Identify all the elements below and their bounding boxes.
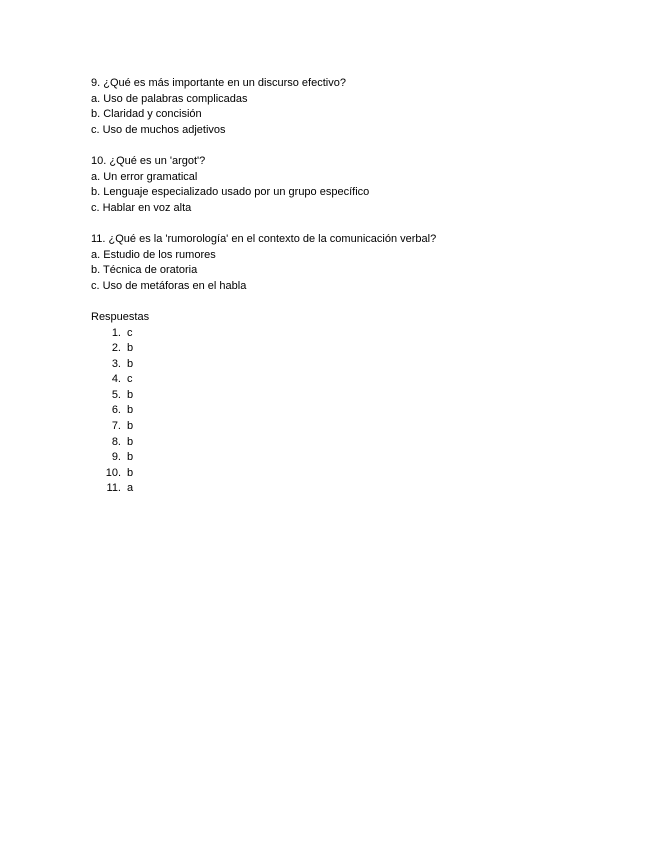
option-c: c. Uso de metáforas en el habla: [91, 279, 247, 292]
answers-list: [91, 326, 611, 498]
answer-value: b: [127, 388, 134, 401]
answer-number: 10.: [105, 466, 121, 479]
answer-number: 6.: [111, 404, 121, 417]
answer-item: [91, 435, 611, 451]
answer-number: 5.: [111, 388, 121, 401]
question-11: [91, 232, 611, 294]
answer-item: [91, 388, 611, 404]
answer-item: [91, 419, 611, 435]
answer-value: b: [127, 466, 134, 479]
question-text: 10. ¿Qué es un 'argot'?: [91, 154, 206, 167]
answer-number: 4.: [111, 373, 121, 386]
answer-item: [91, 341, 611, 357]
answer-number: 7.: [111, 420, 121, 433]
option-c: c. Hablar en voz alta: [91, 201, 192, 214]
answer-item: [91, 481, 611, 497]
question-text: 11. ¿Qué es la 'rumorología' en el contexto de la comunicación verbal?: [91, 232, 437, 245]
option-a: a. Un error gramatical: [91, 170, 198, 183]
answers-section: [91, 310, 611, 497]
document-content: [91, 76, 611, 497]
answer-value: b: [127, 451, 134, 464]
answer-number: 3.: [111, 357, 121, 370]
option-a: a. Estudio de los rumores: [91, 248, 216, 261]
option-b: b. Técnica de oratoria: [91, 264, 198, 277]
option-b: b. Lenguaje especializado usado por un grupo específico: [91, 186, 370, 199]
answer-item: [91, 372, 611, 388]
option-a: a. Uso de palabras complicadas: [91, 92, 248, 105]
answer-number: 8.: [111, 435, 121, 448]
answer-value: b: [127, 357, 134, 370]
answer-value: a: [127, 482, 134, 495]
question-text: 9. ¿Qué es más importante en un discurso efectivo?: [91, 77, 346, 89]
answer-item: [91, 326, 611, 342]
answer-value: b: [127, 420, 134, 433]
option-b: b. Claridad y concisión: [91, 108, 202, 121]
answer-item: [91, 450, 611, 466]
answer-item: [91, 403, 611, 419]
answer-value: c: [127, 373, 133, 386]
answer-value: b: [127, 342, 134, 355]
answer-number: 1.: [111, 326, 121, 339]
option-c: c. Uso de muchos adjetivos: [91, 123, 226, 136]
answer-number: 11.: [106, 482, 121, 495]
answer-item: [91, 466, 611, 482]
answers-title: Respuestas: [91, 310, 150, 323]
answer-value: c: [127, 326, 133, 339]
answer-item: [91, 357, 611, 373]
question-9: [91, 76, 611, 138]
answer-number: 2.: [111, 342, 121, 355]
answer-value: b: [127, 404, 134, 417]
question-10: [91, 154, 611, 216]
answer-number: 9.: [111, 451, 121, 464]
answer-value: b: [127, 435, 134, 448]
